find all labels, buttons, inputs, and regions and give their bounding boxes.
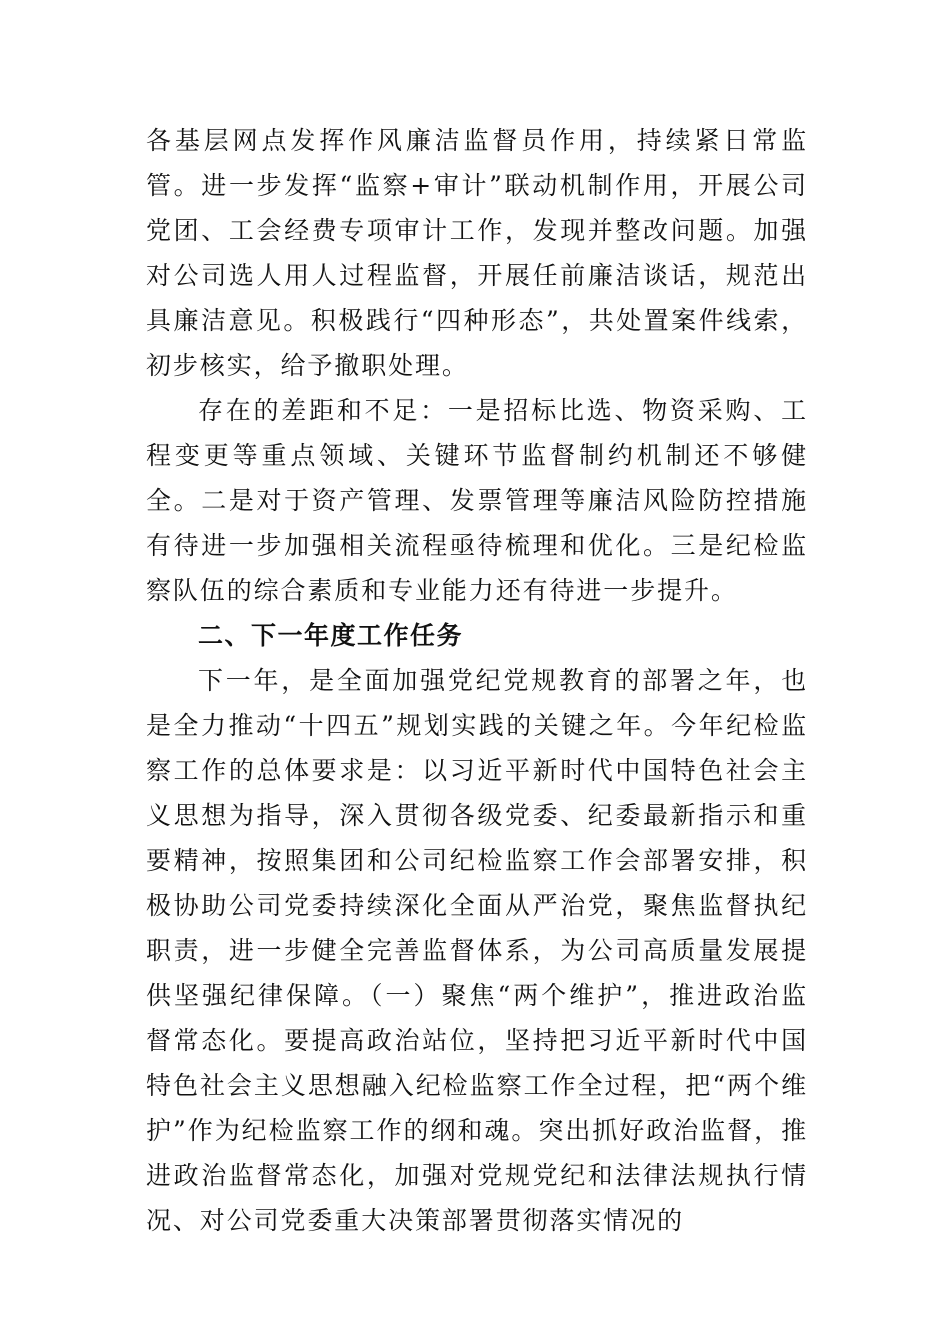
paragraph-shortcomings: 存在的差距和不足：一是招标比选、物资采购、工程变更等重点领域、关键环节监督制约机制还不够健全。二是对于资产管理、发票管理等廉洁风险防控措施有待进一步加强相关流程亟待梳理和优化。三是纪检监察队伍的综合素质和专业能力还有待进一步提升。 bbox=[146, 396, 808, 605]
paragraph-next-year-tasks: 下一年，是全面加强党纪党规教育的部署之年，也是全力推动“十四五”规划实践的关键之年。今年纪检监察工作的总体要求是：以习近平新时代中国特色社会主义思想为指导，深入贯彻各级党委、纪委最新指示和重要精神，按照集团和公司纪检监察工作会部署安排，积极协助公司党委持续深化全面从严治党，聚焦监督执纪职责，进一步健全完善监督体系，为公司高质量发展提供坚强纪律保障。（一）聚焦“两个维护”，推进政治监督常态化。要提高政治站位，坚持把习近平新时代中国特色社会主义思想融入纪检监察工作全过程，把“两个维护”作为纪检监察工作的纲和魂。突出抓好政治监督，推进政治监督常态化，加强对党规党纪和法律法规执行情况、对公司党委重大决策部署贯彻落实情况的 bbox=[146, 666, 808, 1235]
paragraph-supervision-continuation: 各基层网点发挥作风廉洁监督员作用，持续紧日常监管。进一步发挥“监察+审计”联动机制作用，开展公司党团、工会经费专项审计工作，发现并整改问题。加强对公司选人用人过程监督，开展任前廉洁谈话，规范出具廉洁意见。积极践行“四种形态”，共处置案件线索，初步核实，给予撤职处理。 bbox=[146, 126, 808, 380]
section-heading: 二、下一年度工作任务 bbox=[198, 621, 464, 650]
document-body bbox=[146, 118, 808, 1243]
